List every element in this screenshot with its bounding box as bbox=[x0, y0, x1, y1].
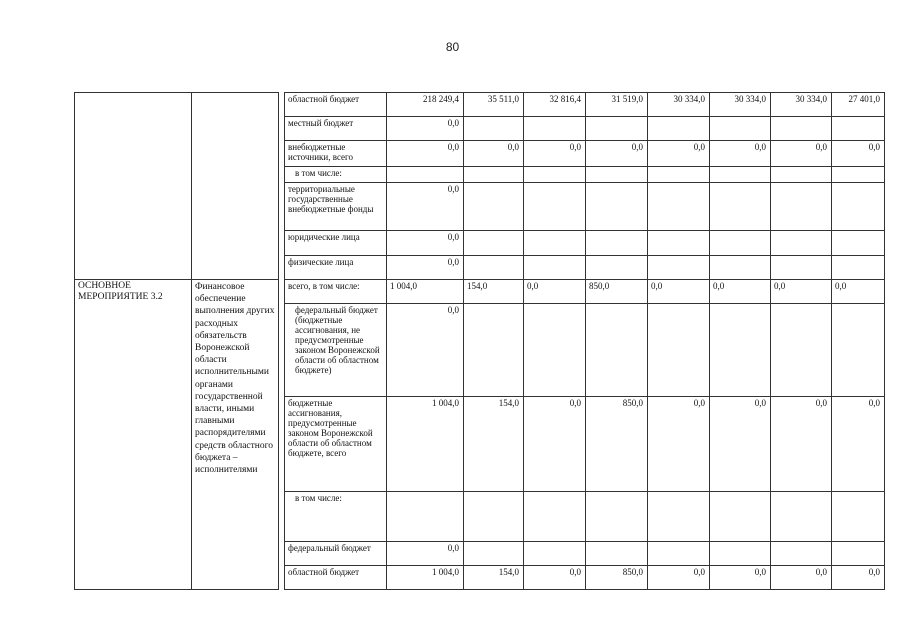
value-cell: 0,0 bbox=[771, 566, 832, 590]
value-cell: 0,0 bbox=[710, 280, 771, 304]
value-cell: 0,0 bbox=[710, 141, 771, 167]
value-cell: 0,0 bbox=[387, 117, 464, 141]
value-cell: 154,0 bbox=[464, 566, 524, 590]
row-label: областной бюджет bbox=[285, 566, 387, 590]
value-cell: 35 511,0 bbox=[464, 93, 524, 117]
value-cell: 0,0 bbox=[771, 397, 832, 492]
value-cell: 27 401,0 bbox=[832, 93, 885, 117]
value-cell: 154,0 bbox=[464, 397, 524, 492]
value-cell: 850,0 bbox=[586, 280, 648, 304]
row-label: бюджетные ассигнования, предусмотренные законом Воронежской области об областном бюджете, всего bbox=[285, 397, 387, 492]
value-cell: 0,0 bbox=[771, 280, 832, 304]
value-cell: 218 249,4 bbox=[387, 93, 464, 117]
value-cell: 0,0 bbox=[464, 141, 524, 167]
value-cell: 0,0 bbox=[524, 397, 586, 492]
value-cell: 0,0 bbox=[648, 566, 710, 590]
row-label: федеральный бюджет bbox=[285, 542, 387, 566]
value-cell: 1 004,0 bbox=[387, 566, 464, 590]
value-cell: 30 334,0 bbox=[710, 93, 771, 117]
row-label: физические лица bbox=[285, 256, 387, 280]
value-cell: 0,0 bbox=[771, 141, 832, 167]
table-row bbox=[75, 280, 885, 304]
table-row bbox=[75, 93, 885, 117]
value-cell: 154,0 bbox=[464, 280, 524, 304]
row-label: внебюджетные источники, всего bbox=[285, 141, 387, 167]
value-cell: 1 004,0 bbox=[387, 280, 464, 304]
row-label: федеральный бюджет (бюджетные ассигнования, не предусмотренные законом Воронежской области об областном бюджете) bbox=[285, 304, 387, 397]
value-cell: 1 004,0 bbox=[387, 397, 464, 492]
value-cell: 850,0 bbox=[586, 566, 648, 590]
value-cell: 850,0 bbox=[586, 397, 648, 492]
value-cell: 0,0 bbox=[387, 183, 464, 231]
value-cell: 0,0 bbox=[524, 566, 586, 590]
value-cell: 0,0 bbox=[710, 397, 771, 492]
value-cell: 0,0 bbox=[648, 280, 710, 304]
value-cell: 0,0 bbox=[387, 231, 464, 256]
upper-measure-cell bbox=[75, 93, 192, 280]
value-cell: 0,0 bbox=[648, 141, 710, 167]
row-label: областной бюджет bbox=[285, 93, 387, 117]
row-label: юридические лица bbox=[285, 231, 387, 256]
measure-title: ОСНОВНОЕ МЕРОПРИЯТИЕ 3.2 bbox=[75, 280, 192, 590]
value-cell: 0,0 bbox=[832, 566, 885, 590]
budget-table bbox=[74, 92, 885, 590]
measure-description: Финансовое обеспечение выполнения других расходных обязательств Воронежской области исполнительными органами государственной власти, иными главными распорядителями средств областного бюджета – исполнителями bbox=[192, 280, 279, 590]
value-cell: 0,0 bbox=[832, 280, 885, 304]
row-label: в том числе: bbox=[285, 167, 387, 183]
value-cell: 0,0 bbox=[387, 542, 464, 566]
value-cell: 0,0 bbox=[524, 280, 586, 304]
value-cell: 32 816,4 bbox=[524, 93, 586, 117]
row-label: местный бюджет bbox=[285, 117, 387, 141]
value-cell: 0,0 bbox=[524, 141, 586, 167]
value-cell: 0,0 bbox=[586, 141, 648, 167]
page-number: 80 bbox=[445, 40, 460, 54]
value-cell: 0,0 bbox=[387, 256, 464, 280]
value-cell: 0,0 bbox=[832, 141, 885, 167]
row-label: территориальные государственные внебюджетные фонды bbox=[285, 183, 387, 231]
row-label: в том числе: bbox=[285, 492, 387, 542]
value-cell: 0,0 bbox=[832, 397, 885, 492]
value-cell: 0,0 bbox=[710, 566, 771, 590]
value-cell: 0,0 bbox=[387, 304, 464, 397]
row-label: всего, в том числе: bbox=[285, 280, 387, 304]
value-cell: 0,0 bbox=[387, 141, 464, 167]
value-cell: 30 334,0 bbox=[771, 93, 832, 117]
value-cell: 31 519,0 bbox=[586, 93, 648, 117]
value-cell: 0,0 bbox=[648, 397, 710, 492]
upper-description-cell bbox=[192, 93, 279, 280]
value-cell: 30 334,0 bbox=[648, 93, 710, 117]
